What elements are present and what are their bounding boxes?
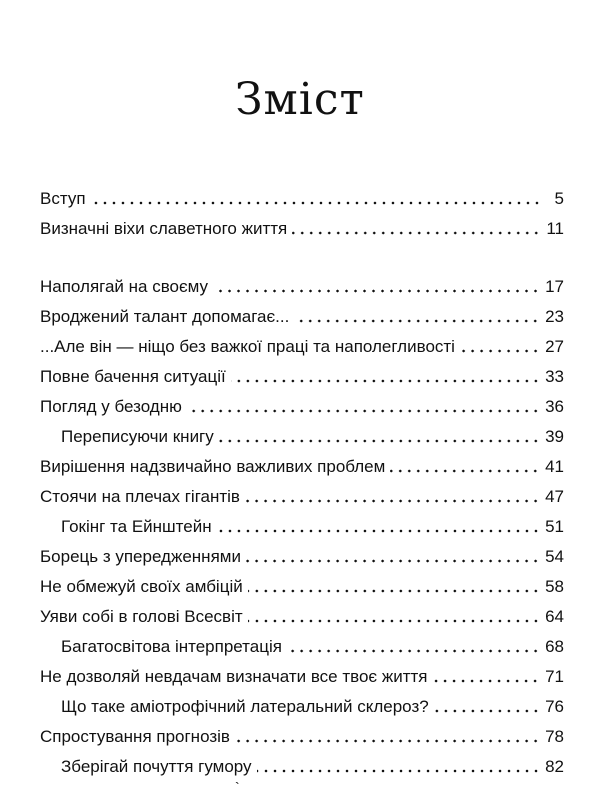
toc-entry [40, 268, 564, 298]
dot-leader [187, 408, 540, 414]
toc-subentry [40, 688, 564, 718]
dot-leader [294, 318, 540, 324]
toc-page-number: 51 [545, 517, 564, 536]
toc-page-number: 47 [545, 487, 564, 506]
toc-entry [40, 538, 564, 568]
dot-leader [287, 648, 540, 654]
toc-page-number: 23 [545, 307, 564, 326]
toc-entry [40, 598, 564, 628]
toc-entry [40, 210, 564, 240]
toc-entry-title: Зберігай почуття гумору [61, 757, 252, 776]
dot-leader [390, 468, 540, 474]
toc-entry [40, 718, 564, 748]
toc-subentry [40, 508, 564, 538]
toc-entry-title: Спростування прогнозів [40, 727, 230, 746]
toc-entry [40, 658, 564, 688]
dot-leader [91, 200, 541, 206]
toc-entry [40, 478, 564, 508]
dot-leader [217, 528, 540, 534]
toc-subentry [40, 748, 564, 778]
dot-leader [219, 438, 540, 444]
toc-subentry [40, 418, 564, 448]
toc-page-number: 5 [554, 189, 564, 208]
footer-mark: ` [235, 779, 240, 795]
toc-page-number: 64 [545, 607, 564, 626]
dot-leader [292, 230, 541, 236]
toc-page-number: 71 [545, 667, 564, 686]
dot-leader [248, 588, 540, 594]
toc-entry-title: Не обмежуй своїх амбіцій [40, 577, 243, 596]
dot-leader [246, 558, 540, 564]
toc-subentry [40, 628, 564, 658]
toc-entry-title: Що таке аміотрофічний латеральний склероз? [61, 697, 429, 716]
toc-page-number: 11 [546, 219, 564, 238]
toc-page-number: 27 [545, 337, 564, 356]
toc-page-number: 76 [545, 697, 564, 716]
toc-page-number: 33 [545, 367, 564, 386]
toc-entry [40, 448, 564, 478]
toc-entry-title: Уяви собі в голові Всесвіт [40, 607, 243, 626]
toc-entry-title: Вступ [40, 189, 86, 208]
table-of-contents [40, 180, 564, 778]
toc-entry-title: Вирішення надзвичайно важливих проблем [40, 457, 386, 476]
toc-page-number: 82 [545, 757, 564, 776]
dot-leader [434, 708, 540, 714]
toc-entry-title: ...Але він — ніщо без важкої праці та наполегливості [40, 337, 455, 356]
toc-page-number: 54 [545, 547, 564, 566]
dot-leader [257, 768, 541, 774]
toc-entry [40, 388, 564, 418]
toc-entry-title: Стоячи на плечах гігантів [40, 487, 240, 506]
toc-entry-title: Борець з упередженнями [40, 547, 241, 566]
toc-page-number: 36 [545, 397, 564, 416]
toc-page-number: 68 [545, 637, 564, 656]
dot-leader [235, 738, 540, 744]
toc-entry-title: Вроджений талант допомагає... [40, 307, 290, 326]
dot-leader [231, 378, 540, 384]
toc-entry-title: Гокінг та Ейнштейн [61, 517, 212, 536]
toc-entry-title: Наполягай на своєму [40, 277, 209, 296]
toc-entry [40, 298, 564, 328]
toc-entry-title: Повне бачення ситуації [40, 367, 226, 386]
toc-entry [40, 568, 564, 598]
dot-leader [245, 498, 540, 504]
toc-entry [40, 358, 564, 388]
toc-page-number: 17 [545, 277, 564, 296]
toc-entry [40, 180, 564, 210]
toc-entry-title: Погляд у безодню [40, 397, 182, 416]
toc-page-number: 41 [545, 457, 564, 476]
toc-page-number: 39 [545, 427, 564, 446]
toc-entry-title: Визначні віхи славетного життя [40, 219, 288, 238]
dot-leader [460, 348, 540, 354]
toc-page-number: 58 [545, 577, 564, 596]
dot-leader [213, 288, 540, 294]
toc-page-number: 78 [545, 727, 564, 746]
toc-entry [40, 328, 564, 358]
toc-entry-title: Багатосвітова інтерпретація [61, 637, 282, 656]
toc-entry-title: Переписуючи книгу [61, 427, 214, 446]
dot-leader [432, 678, 540, 684]
page-title: Зміст [235, 74, 365, 125]
toc-entry-title: Не дозволяй невдачам визначати все твоє життя [40, 667, 428, 686]
dot-leader [248, 618, 540, 624]
